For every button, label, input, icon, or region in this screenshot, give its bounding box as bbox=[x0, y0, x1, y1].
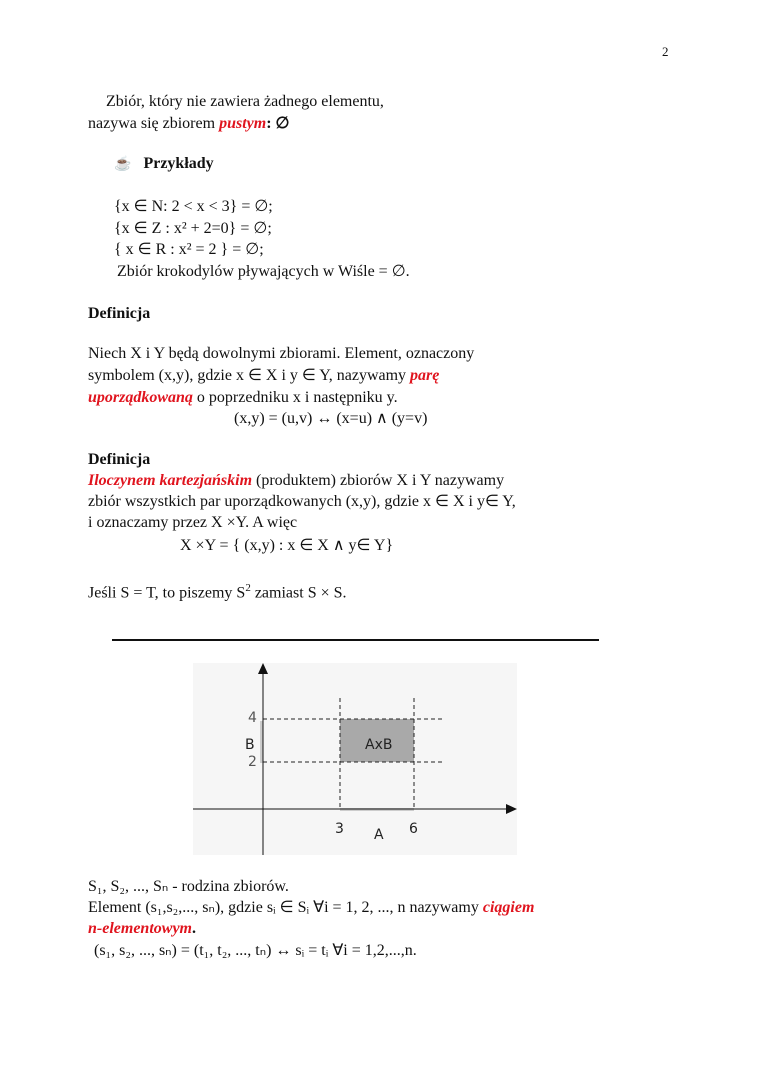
y-label: B bbox=[245, 737, 255, 753]
x-tick-3: 3 bbox=[335, 821, 344, 837]
x-label: A bbox=[374, 827, 384, 843]
seq-line bbox=[88, 898, 534, 918]
intro-line-1: Zbiór, który nie zawiera żadnego elementu, bbox=[106, 93, 384, 110]
example-line: {x ∈ Z : x² + 2=0} = ∅; bbox=[114, 220, 272, 237]
seq-line: S₁, S₂, ..., Sₙ - rodzina zbiorów. bbox=[88, 878, 289, 895]
intro-line-2 bbox=[88, 114, 289, 134]
horizontal-rule bbox=[112, 639, 599, 641]
heading-text: Przykłady bbox=[143, 155, 214, 172]
def1-line bbox=[88, 388, 398, 408]
x-axis-arrow-icon bbox=[506, 804, 517, 814]
superscript: 2 bbox=[245, 582, 251, 594]
rect-label: AxB bbox=[365, 737, 393, 753]
term-pustym: pustym bbox=[219, 115, 267, 132]
examples-heading bbox=[114, 154, 214, 175]
text: zamiast S × S. bbox=[250, 584, 347, 602]
example-line: Zbiór krokodylów pływających w Wiśle = ∅. bbox=[117, 263, 410, 280]
seq-formula: (s₁, s₂, ..., sₙ) = (t₁, t₂, ..., tₙ) ↔ sᵢ = tᵢ ∀i = 1,2,...,n. bbox=[94, 942, 417, 959]
def1-line bbox=[88, 366, 439, 386]
y-tick-2: 2 bbox=[248, 754, 257, 770]
y-tick-4: 4 bbox=[248, 710, 257, 726]
def2-formula: X ×Y = { (x,y) : x ∈ X ∧ y∈ Y} bbox=[180, 537, 394, 554]
cartesian-product-figure bbox=[193, 663, 517, 855]
text: (produktem) zbiorów X i Y nazywamy bbox=[252, 472, 505, 489]
example-line: {x ∈ N: 2 < x < 3} = ∅; bbox=[114, 198, 273, 215]
def2-note bbox=[88, 578, 347, 603]
text: symbolem (x,y), gdzie x ∈ X i y ∈ Y, nazywamy bbox=[88, 367, 411, 384]
text: : ∅ bbox=[266, 115, 290, 132]
text: nazywa się zbiorem bbox=[88, 115, 220, 132]
seq-line bbox=[88, 919, 196, 939]
text: o poprzedniku x i następniku y. bbox=[192, 389, 398, 406]
def1-formula: (x,y) = (u,v) ↔ (x=u) ∧ (y=v) bbox=[234, 410, 428, 427]
def2-line: zbiór wszystkich par uporządkowanych (x,y), gdzie x ∈ X i y∈ Y, bbox=[88, 493, 516, 510]
example-line: { x ∈ R : x² = 2 } = ∅; bbox=[114, 241, 264, 258]
text: Element (s₁,s₂,..., sₙ), gdzie sᵢ ∈ Sᵢ ∀i = 1, 2, ..., n nazywamy bbox=[88, 899, 483, 916]
def2-line: i oznaczamy przez X ×Y. A więc bbox=[88, 514, 298, 531]
term-ciag: ciągiem bbox=[482, 899, 535, 916]
term-iloczyn-kartezjanski: Iloczynem kartezjańskim bbox=[88, 472, 253, 489]
def2-line bbox=[88, 471, 504, 491]
term-pare: parę bbox=[410, 367, 440, 384]
y-axis-arrow-icon bbox=[258, 663, 268, 674]
coffee-cup-icon: ☕ bbox=[114, 157, 132, 172]
def1-line: Niech X i Y będą dowolnymi zbiorami. Element, oznaczony bbox=[88, 345, 475, 362]
page-number: 2 bbox=[662, 44, 669, 59]
text: . bbox=[191, 920, 196, 937]
text: Jeśli S = T, to piszemy S bbox=[88, 584, 246, 602]
term-n-elementowy: n-elementowym bbox=[88, 920, 192, 937]
term-uporzadkowana: uporządkowaną bbox=[88, 389, 193, 406]
definition-heading: Definicja bbox=[88, 451, 151, 468]
definition-heading: Definicja bbox=[88, 305, 151, 322]
x-tick-6: 6 bbox=[409, 821, 418, 837]
